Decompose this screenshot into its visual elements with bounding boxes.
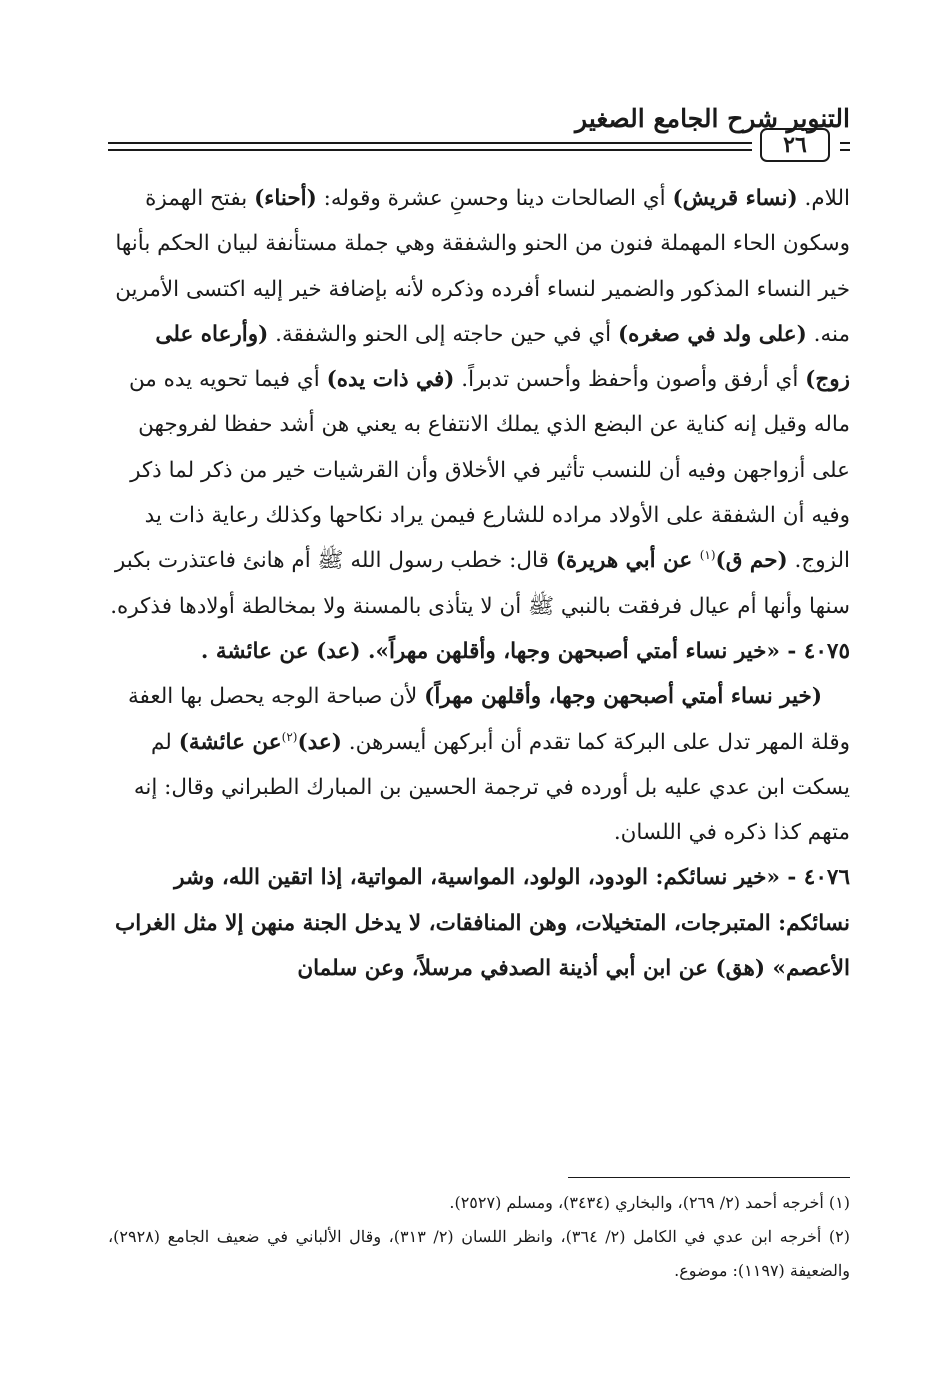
main-text: [108, 176, 850, 991]
footnote: (٢) أخرجه ابن عدي في الكامل (٢/ ٣٦٤)، وانظر اللسان (٢/ ٣١٣)، وقال الألباني في ضعيف الجامع (٢٩٢٨)، والضعيفة (١١٩٧): موضوع.: [108, 1227, 850, 1280]
book-title: التنوير شرح الجامع الصغير: [575, 104, 850, 133]
quoted-phrase: (في ذات يده): [326, 367, 455, 393]
footnote: (١) أخرجه أحمد (٢/ ٢٦٩)، والبخاري (٣٤٣٤)، ومسلم (٢٥٢٧).: [449, 1193, 850, 1212]
footnote-ref: (٢): [281, 729, 298, 744]
footnote-divider: [568, 1177, 850, 1178]
footnote-ref: (١): [699, 548, 716, 563]
commentary-paragraph: (خير نساء أمتي أصبحهن وجها، وأقلهن مهراً) لأن صباحة الوجه يحصل بها العفة وقلة المهر تدل على البركة كما تقدم أن أبركهن أيسرهن. (عد)$^{(٢)}$عن عائشة) لم يسكت ابن عدي عليه بل أورده في ترجمة الحسين بن المبارك الطبراني وقال: إنه متهم كذا ذكره في اللسان.: [127, 684, 850, 846]
footnotes: [108, 1186, 850, 1288]
header-rule: [840, 142, 850, 144]
quoted-phrase: (خير نساء أمتي أصبحهن وجها، وأقلهن مهراً): [424, 684, 822, 710]
header-rule: [840, 149, 850, 151]
quoted-phrase: (نساء قريش): [672, 186, 798, 211]
quoted-phrase: (على ولد في صغره): [617, 321, 807, 347]
quoted-phrase: (أحناء): [254, 186, 317, 211]
commentary-paragraph: اللام. (نساء قريش) أي الصالحات دينا وحسنِ عشرة وقوله: (أحناء) بفتح الهمزة وسكون الحاء المهملة فنون من الحنو والشفقة وهي جملة مستأنفة لبيان الحكم بأنها خير النساء المذكور والضمير لنساء أفرده وذكره لأنه بإضافة خير إليه اكتسى الأمرين منه. (على ولد في صغره) أي في حين حاجته إلى الحنو والشفقة. (وأرعاه على زوج) أي أرفق وأصون وأحفظ وأحسن تدبراً. (في ذات يده) أي فيما تحويه يده من ماله وقيل إنه كناية عن البضع الذي يملك الانتفاع به يعني هن أشد حفظا لفروجهن على أزواجهن وفيه أن للنسب تأثير في الأخلاق وأن القرشيات خير من ذكر لما ذكر وفيه أن الشفقة على الأولاد مراده للشارع فيمن يراد نكاحها وكذلك رعاية ذات يد الزوج. (حم ق)$^{(١)}$ عن أبي هريرة) قال: خطب رسول الله ﷺ أم هانئ فاعتذرت بكبر سنها وأنها أم عيال فرفقت بالنبي ﷺ أن لا يتأذى بالمسنة ولا بمخالطة أولادها فذكره.: [110, 186, 850, 619]
header-rule: [108, 149, 752, 151]
narrator: عن أبي هريرة): [555, 548, 700, 574]
page-header: [108, 104, 850, 176]
quoted-phrase: (وأرعاه على زوج): [155, 321, 850, 393]
page-number: ٢٦: [760, 128, 830, 162]
narrator: عن عائشة): [178, 729, 282, 755]
hadith-heading: ٤٠٧٥ - «خير نساء أمتي أصبحهن وجها، وأقلهن مهراً». (عد) عن عائشة .: [200, 638, 850, 664]
header-rule: [108, 142, 752, 144]
source-code: (حم ق): [715, 548, 788, 574]
hadith-heading: ٤٠٧٦ - «خير نسائكم: الودود، الولود، المواسية، المواتية، إذا اتقين الله، وشر نسائكم: المتبرجات، المتخيلات، وهن المنافقات، لا يدخل الجنة منهن إلا مثل الغراب الأعصم» (هق) عن ابن أبي أذينة الصدفي مرسلاً، وعن سلمان: [114, 865, 850, 982]
source-code: (عد): [297, 729, 342, 755]
